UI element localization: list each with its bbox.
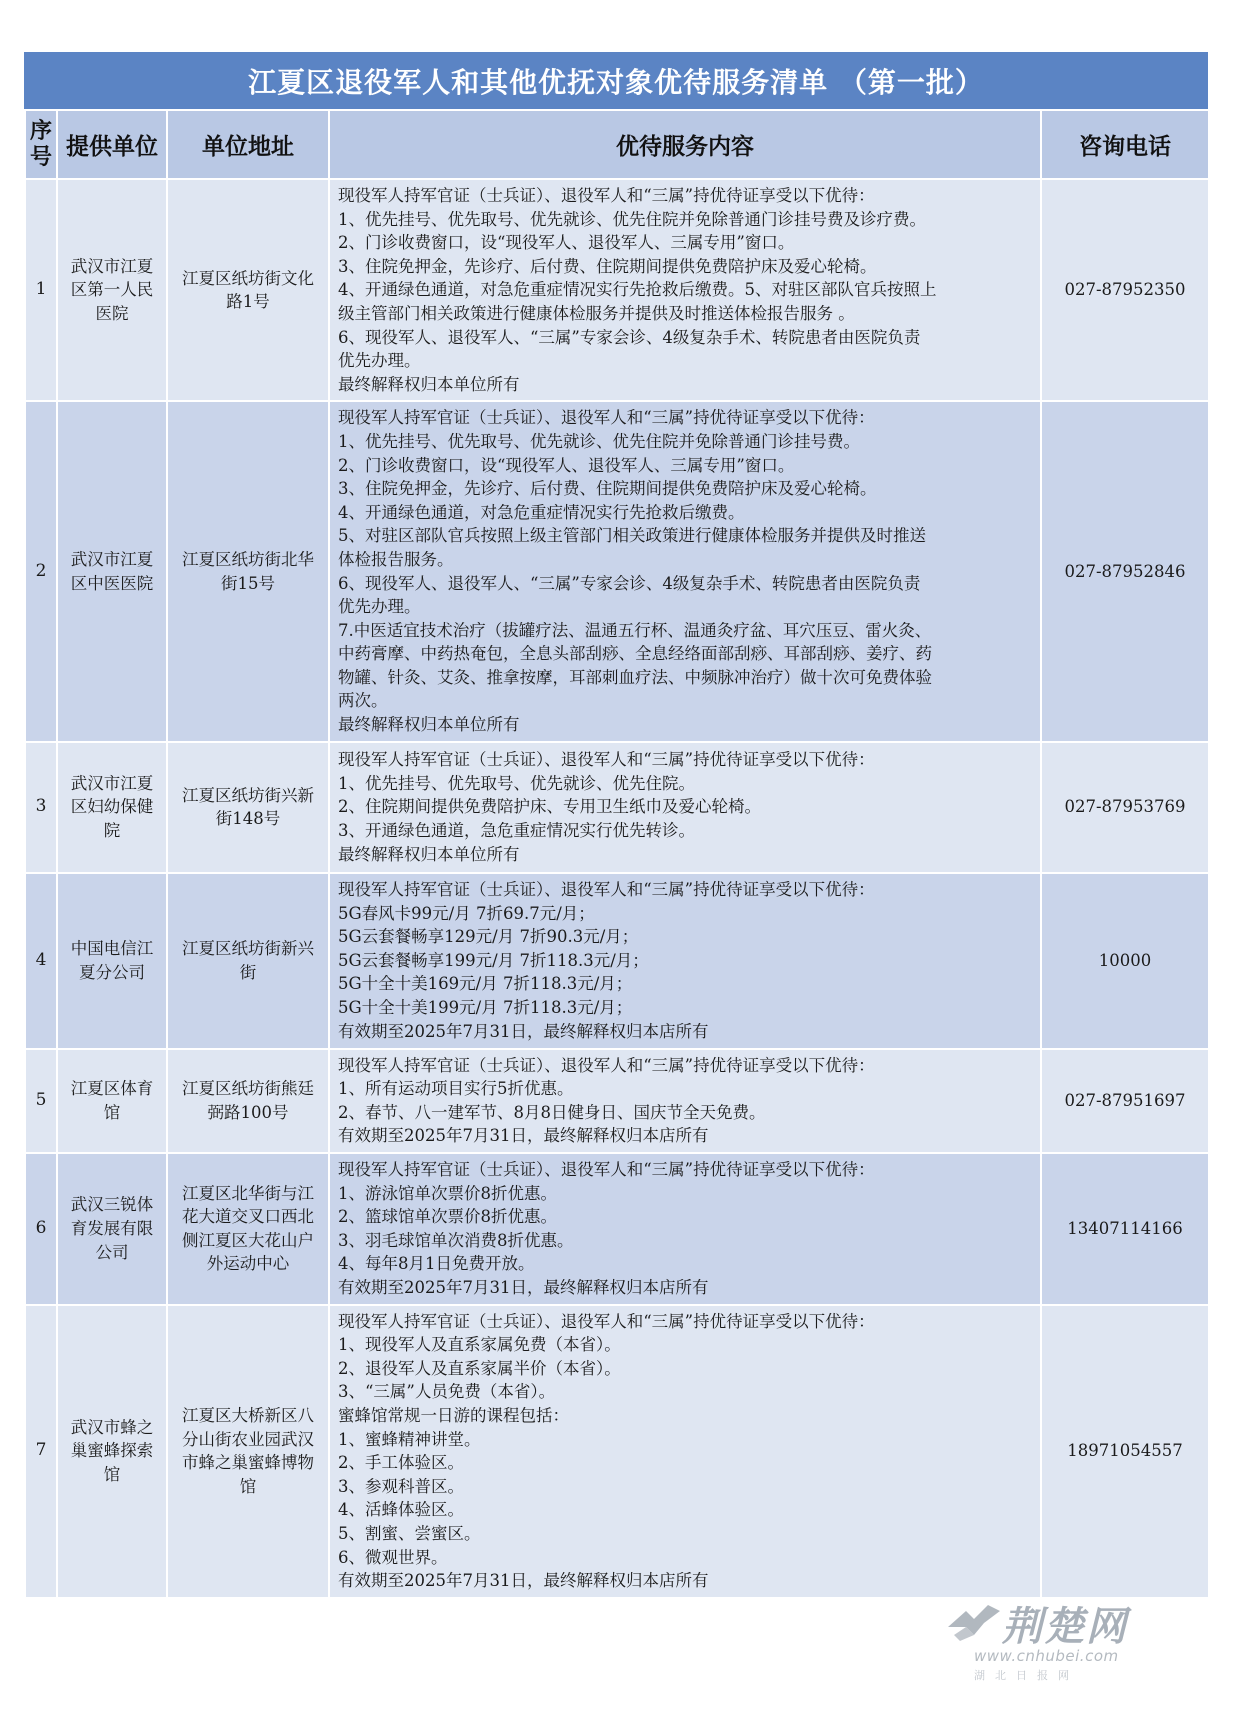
table-row <box>25 873 1209 1049</box>
service-content-line: 中药膏摩、中药热奄包，全息头部刮痧、全息经络面部刮痧、耳部刮痧、姜疗、药 <box>338 644 932 664</box>
unit-address: 江夏区纸坊街新兴街 <box>167 873 329 1049</box>
table-row <box>25 179 1209 401</box>
service-content-line: 3、住院免押金，先诊疗、后付费、住院期间提供免费陪护床及爱心轮椅。 <box>338 256 877 276</box>
service-content-line: 体检报告服务。 <box>338 549 454 569</box>
service-content-line: 4、每年8月1日免费开放。 <box>338 1254 535 1274</box>
service-content-line: 有效期至2025年7月31日，最终解释权归本店所有 <box>338 1278 709 1297</box>
service-content-line: 现役军人持军官证（士兵证）、退役军人和“三属”持优待证享受以下优待： <box>338 1311 875 1331</box>
table-body <box>25 179 1209 1598</box>
row-number: 5 <box>25 1049 57 1153</box>
row-number: 1 <box>25 179 57 401</box>
row-number: 3 <box>25 742 57 873</box>
service-content <box>329 401 1041 741</box>
service-content-line: 6、现役军人、退役军人、“三属”专家会诊、4级复杂手术、转院患者由医院负责 <box>338 327 921 347</box>
consult-phone: 027-87952846 <box>1041 401 1209 741</box>
unit-address: 江夏区北华街与江花大道交叉口西北侧江夏区大花山户外运动中心 <box>167 1153 329 1305</box>
consult-phone: 027-87951697 <box>1041 1049 1209 1153</box>
service-content-line: 两次。 <box>338 691 388 711</box>
service-content-line: 1、所有运动项目实行5折优惠。 <box>338 1079 574 1099</box>
service-content-line: 现役军人持军官证（士兵证）、退役军人和“三属”持优待证享受以下优待： <box>338 750 875 770</box>
service-content-line: 5G云套餐畅享129元/月 7折90.3元/月； <box>338 927 639 947</box>
watermark-org: 湖北日报网 <box>974 1669 1079 1682</box>
page-title: 江夏区退役军人和其他优抚对象优待服务清单 （第一批） <box>24 52 1208 109</box>
header-unit: 提供单位 <box>57 110 167 179</box>
table-row <box>25 1305 1209 1598</box>
consult-phone: 027-87953769 <box>1041 742 1209 873</box>
service-table <box>24 109 1210 1599</box>
service-content-line: 3、住院免押金，先诊疗、后付费、住院期间提供免费陪护床及爱心轮椅。 <box>338 479 877 499</box>
service-content-line: 5G云套餐畅享199元/月 7折118.3元/月； <box>338 950 649 970</box>
service-content-line: 5G春风卡99元/月 7折69.7元/月； <box>338 903 595 923</box>
service-content-line: 1、蜜蜂精神讲堂。 <box>338 1429 481 1449</box>
provider-unit: 武汉市江夏区中医医院 <box>57 401 167 741</box>
unit-address: 江夏区纸坊街兴新街148号 <box>167 742 329 873</box>
cnhubei-logo-icon <box>944 1597 1004 1647</box>
service-content-line: 优先办理。 <box>338 597 421 617</box>
row-number: 2 <box>25 401 57 741</box>
service-content-line: 1、游泳馆单次票价8折优惠。 <box>338 1183 557 1203</box>
table-row <box>25 1049 1209 1153</box>
service-content-line: 7.中医适宜技术治疗（拔罐疗法、温通五行杯、温通灸疗盆、耳穴压豆、雷火灸、 <box>338 620 932 640</box>
service-list-sheet <box>24 52 1208 1599</box>
table-row <box>25 1153 1209 1305</box>
service-content-line: 3、“三属”人员免费（本省）。 <box>338 1382 556 1402</box>
unit-address: 江夏区纸坊街北华街15号 <box>167 401 329 741</box>
service-content-line: 2、门诊收费窗口，设“现役军人、退役军人、三属专用”窗口。 <box>338 455 795 475</box>
service-content-line: 有效期至2025年7月31日，最终解释权归本店所有 <box>338 1571 709 1591</box>
service-content-line: 1、优先挂号、优先取号、优先就诊、优先住院。 <box>338 773 695 793</box>
watermark-url: www.cnhubei.com <box>974 1647 1119 1665</box>
table-row <box>25 401 1209 741</box>
provider-unit: 江夏区体育馆 <box>57 1049 167 1153</box>
service-content-line: 1、优先挂号、优先取号、优先就诊、优先住院并免除普通门诊挂号费。 <box>338 431 860 451</box>
service-content-line: 5G十全十美199元/月 7折118.3元/月； <box>338 998 633 1018</box>
provider-unit: 武汉三锐体育发展有限公司 <box>57 1153 167 1305</box>
service-content-line: 蜜蜂馆常规一日游的课程包括： <box>338 1405 569 1425</box>
row-number: 6 <box>25 1153 57 1305</box>
service-content-line: 1、优先挂号、优先取号、优先就诊、优先住院并免除普通门诊挂号费及诊疗费。 <box>338 209 926 229</box>
provider-unit: 武汉市江夏区第一人民医院 <box>57 179 167 401</box>
header-address: 单位地址 <box>167 110 329 179</box>
service-content-line: 2、门诊收费窗口，设“现役军人、退役军人、三属专用”窗口。 <box>338 233 795 253</box>
header-phone: 咨询电话 <box>1041 110 1209 179</box>
unit-address: 江夏区大桥新区八分山街农业园武汉市蜂之巢蜜蜂博物馆 <box>167 1305 329 1598</box>
service-content-line: 5、对驻区部队官兵按照上级主管部门相关政策进行健康体检服务并提供及时推送 <box>338 526 926 546</box>
table-row <box>25 742 1209 873</box>
service-content-line: 现役军人持军官证（士兵证）、退役军人和“三属”持优待证享受以下优待： <box>338 1055 875 1075</box>
service-content-line: 物罐、针灸、艾灸、推拿按摩，耳部刺血疗法、中频脉冲治疗）做十次可免费体验 <box>338 667 932 687</box>
service-content-line: 2、退役军人及直系家属半价（本省）。 <box>338 1358 621 1378</box>
service-content-line: 最终解释权归本单位所有 <box>338 715 520 735</box>
service-content-line: 6、微观世界。 <box>338 1547 448 1567</box>
service-content-line: 1、现役军人及直系家属免费（本省）。 <box>338 1335 621 1355</box>
provider-unit: 武汉市江夏区妇幼保健院 <box>57 742 167 873</box>
unit-address: 江夏区纸坊街熊廷弼路100号 <box>167 1049 329 1153</box>
service-content-line: 2、春节、八一建军节、8月8日健身日、国庆节全天免费。 <box>338 1102 766 1122</box>
service-content-line: 优先办理。 <box>338 351 421 371</box>
service-content-line: 6、现役军人、退役军人、“三属”专家会诊、4级复杂手术、转院患者由医院负责 <box>338 573 921 593</box>
service-content-line: 2、手工体验区。 <box>338 1453 464 1473</box>
provider-unit: 中国电信江夏分公司 <box>57 873 167 1049</box>
service-content <box>329 1049 1041 1153</box>
service-content-line: 3、参观科普区。 <box>338 1476 464 1496</box>
service-content-line: 现役军人持军官证（士兵证）、退役军人和“三属”持优待证享受以下优待： <box>338 880 875 900</box>
service-content-line: 级主管部门相关政策进行健康体检服务并提供及时推送体检报告服务 。 <box>338 303 855 323</box>
service-content <box>329 1305 1041 1598</box>
service-content <box>329 742 1041 873</box>
service-content-line: 5、割蜜、尝蜜区。 <box>338 1523 481 1543</box>
table-header-row <box>25 110 1209 179</box>
header-no: 序号 <box>25 110 57 179</box>
consult-phone: 13407114166 <box>1041 1153 1209 1305</box>
service-content-line: 5G十全十美169元/月 7折118.3元/月； <box>338 974 633 994</box>
service-content-line: 有效期至2025年7月31日，最终解释权归本店所有 <box>338 1126 709 1146</box>
unit-address: 江夏区纸坊街文化路1号 <box>167 179 329 401</box>
service-content-line: 最终解释权归本单位所有 <box>338 374 520 394</box>
row-number: 7 <box>25 1305 57 1598</box>
consult-phone: 027-87952350 <box>1041 179 1209 401</box>
service-content <box>329 1153 1041 1305</box>
service-content-line: 2、住院期间提供免费陪护床、专用卫生纸巾及爱心轮椅。 <box>338 797 761 817</box>
service-content-line: 有效期至2025年7月31日，最终解释权归本店所有 <box>338 1021 709 1041</box>
service-content-line: 2、篮球馆单次票价8折优惠。 <box>338 1207 557 1227</box>
watermark <box>944 1595 1144 1685</box>
service-content-line: 现役军人持军官证（士兵证）、退役军人和“三属”持优待证享受以下优待： <box>338 408 875 428</box>
service-content <box>329 179 1041 401</box>
service-content-line: 现役军人持军官证（士兵证）、退役军人和“三属”持优待证享受以下优待： <box>338 1160 875 1180</box>
service-content-line: 3、开通绿色通道，急危重症情况实行优先转诊。 <box>338 820 695 840</box>
row-number: 4 <box>25 873 57 1049</box>
service-content-line: 现役军人持军官证（士兵证）、退役军人和“三属”持优待证享受以下优待： <box>338 186 875 205</box>
watermark-name: 荆楚网 <box>1002 1603 1128 1650</box>
provider-unit: 武汉市蜂之巢蜜蜂探索馆 <box>57 1305 167 1598</box>
service-content-line: 4、开通绿色通道，对急危重症情况实行先抢救后缴费。5、对驻区部队官兵按照上 <box>338 280 937 300</box>
service-content <box>329 873 1041 1049</box>
header-content: 优待服务内容 <box>329 110 1041 179</box>
service-content-line: 最终解释权归本单位所有 <box>338 844 520 864</box>
consult-phone: 18971054557 <box>1041 1305 1209 1598</box>
service-content-line: 3、羽毛球馆单次消费8折优惠。 <box>338 1230 574 1250</box>
consult-phone: 10000 <box>1041 873 1209 1049</box>
service-content-line: 4、开通绿色通道，对急危重症情况实行先抢救后缴费。 <box>338 502 745 522</box>
service-content-line: 4、活蜂体验区。 <box>338 1500 464 1520</box>
